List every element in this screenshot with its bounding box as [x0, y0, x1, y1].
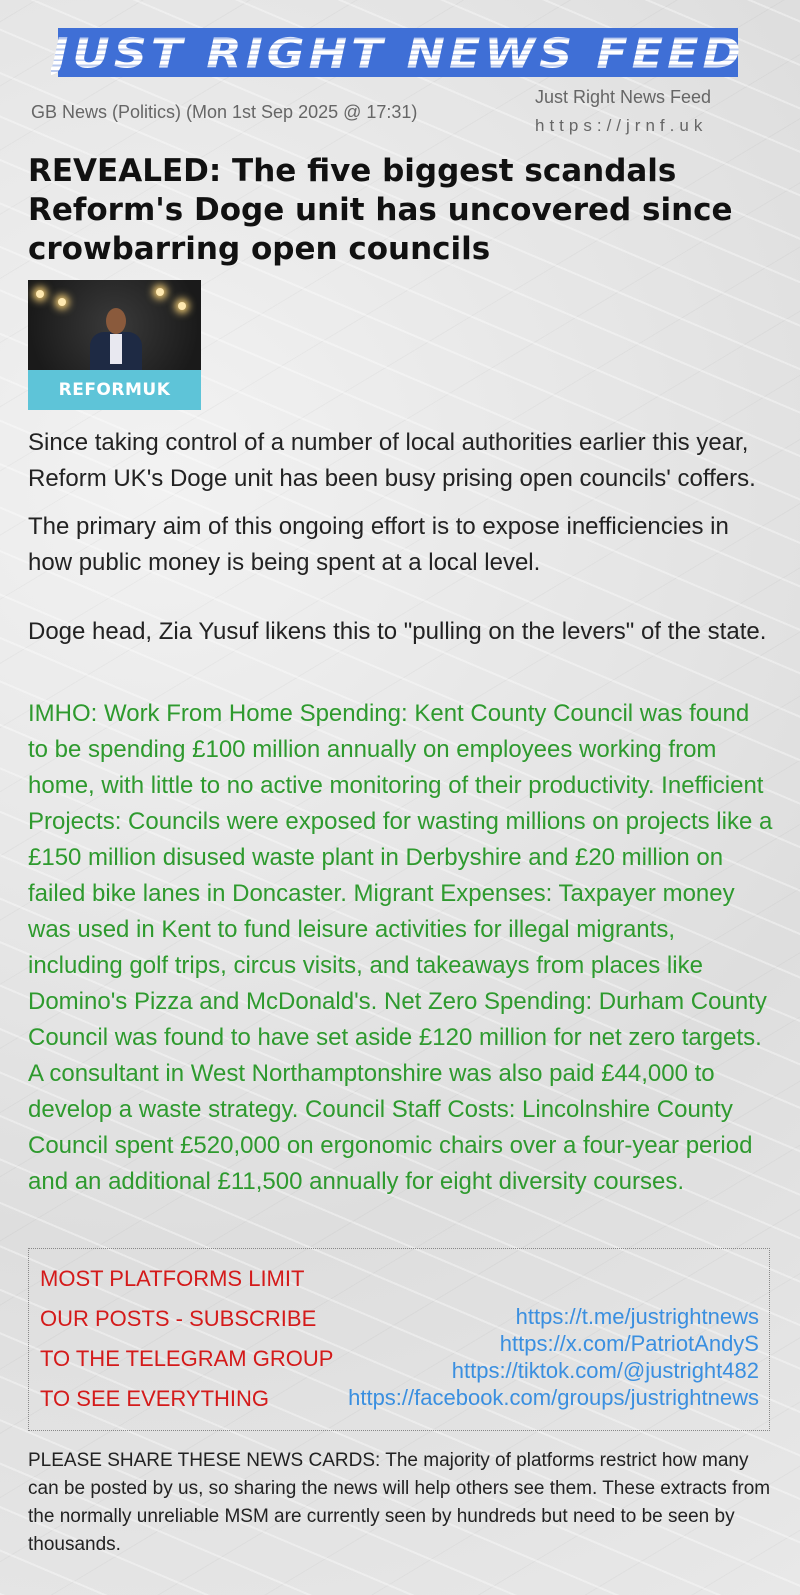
site-banner	[51, 28, 745, 77]
brand-name: Just Right News Feed	[535, 87, 712, 107]
telegram-link[interactable]: https://t.me/justrightnews	[515, 1304, 759, 1329]
promo-line: TO SEE EVERYTHING	[40, 1386, 270, 1411]
opinion-paragraph: IMHO: Work From Home Spending: Kent County Council was found to be spending £100 million annually on employees working from home, with little to no active monitoring of their productivity. Inefficient Projects: Councils were exposed for wasting millions on projects like a £150 million disused waste plant in Derbyshire and £20 million on failed bike lanes in Doncaster. Migrant Expenses: Taxpayer money was used in Kent to fund leisure activities for illegal migrants, including golf trips, circus visits, and takeaways from places like Domino's Pizza and McDonald's. Net Zero Spending: Durham County Council was found to have set aside £120 million for net zero targets. A consultant in West Northamptonshire was also paid £44,000 to develop a waste strategy. Council Staff Costs: Lincolnshire County Council spent £520,000 on ergonomic chairs over a four-year period and an additional £11,500 annually for eight diversity courses.	[28, 700, 773, 1195]
speaker-shirt	[110, 334, 122, 364]
source-dateline: GB News (Politics) (Mon 1st Sep 2025 @ 17:31)	[31, 102, 418, 122]
share-notice: PLEASE SHARE THESE NEWS CARDS: The majority of platforms restrict how many can be posted by us, so sharing the news will help others see them. These extracts from the normally unreliable MSM are currently seen by hundreds but need to be seen by thousands.	[28, 1450, 771, 1555]
subscribe-promo-box	[28, 1248, 770, 1431]
stage-light-icon	[58, 298, 66, 306]
article-headline: REVEALED: The five biggest scandals Reform's Doge unit has uncovered since crowbarring open councils	[28, 153, 733, 267]
article-paragraph: Doge head, Zia Yusuf likens this to "pulling on the levers" of the state.	[28, 618, 767, 645]
article-photo	[28, 280, 201, 410]
tiktok-link[interactable]: https://tiktok.com/@justright482	[451, 1358, 759, 1383]
speaker-head	[106, 308, 126, 334]
podium-logo: REFORMUK	[28, 370, 201, 410]
article-paragraph: The primary aim of this ongoing effort is to expose inefficiencies in how public money is being spent at a local level.	[28, 513, 729, 576]
promo-message	[40, 1259, 333, 1419]
promo-line: TO THE TELEGRAM GROUP	[40, 1346, 334, 1371]
brand-block	[535, 87, 711, 136]
stage-light-icon	[178, 302, 186, 310]
brand-url[interactable]: https://jrnf.uk	[535, 116, 708, 135]
promo-line: OUR POSTS - SUBSCRIBE	[40, 1306, 317, 1331]
social-links	[348, 1303, 759, 1411]
article-paragraph: Since taking control of a number of local authorities earlier this year, Reform UK's Doge unit has been busy prising open councils' coffers.	[28, 429, 756, 492]
x-link[interactable]: https://x.com/PatriotAndyS	[499, 1331, 759, 1356]
stage-light-icon	[156, 288, 164, 296]
facebook-link[interactable]: https://facebook.com/groups/justrightnews	[348, 1385, 759, 1410]
stage-light-icon	[36, 290, 44, 298]
promo-line: MOST PLATFORMS LIMIT	[40, 1266, 305, 1291]
banner-title: JUST RIGHT NEWS FEED	[51, 28, 745, 77]
